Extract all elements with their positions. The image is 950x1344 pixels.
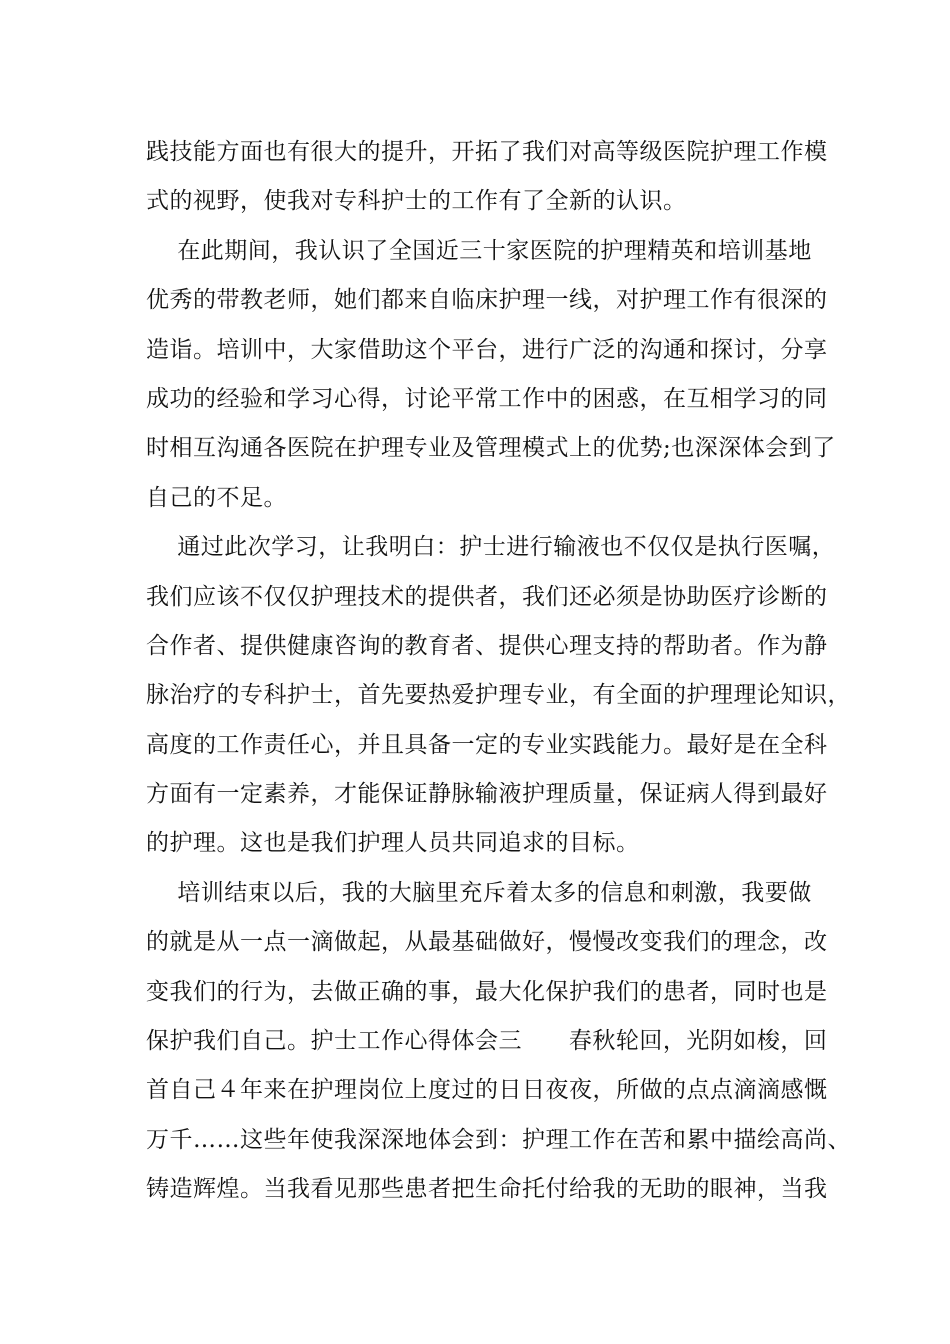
text-line-7: 时相互沟通各医院在护理专业及管理模式上的优势;也深深体会到了 bbox=[146, 435, 836, 462]
text-line-10: 我们应该不仅仅护理技术的提供者，我们还必须是协助医疗诊断的 bbox=[146, 583, 828, 610]
text-line-6: 成功的经验和学习心得，讨论平常工作中的困惑，在互相学习的同 bbox=[146, 385, 828, 412]
text-line-13: 高度的工作责任心，并且具备一定的专业实践能力。最好是在全科 bbox=[146, 731, 828, 758]
text-line-8: 自己的不足。 bbox=[146, 484, 287, 511]
text-line-15: 的护理。这也是我们护理人员共同追求的目标。 bbox=[146, 830, 640, 857]
text-line-4: 优秀的带教老师，她们都来自临床护理一线，对护理工作有很深的 bbox=[146, 287, 828, 314]
text-line-20: 首自己４年来在护理岗位上度过的日日夜夜，所做的点点滴滴感慨 bbox=[146, 1077, 828, 1104]
text-line-17: 的就是从一点一滴做起，从最基础做好，慢慢改变我们的理念，改 bbox=[146, 929, 828, 956]
text-line-14: 方面有一定素养，才能保证静脉输液护理质量，保证病人得到最好 bbox=[146, 781, 828, 808]
text-line-11: 合作者、提供健康咨询的教育者、提供心理支持的帮助者。作为静 bbox=[146, 632, 828, 659]
text-line-12: 脉治疗的专科护士，首先要热爱护理专业，有全面的护理理论知识， bbox=[146, 682, 851, 709]
text-line-3: 在此期间，我认识了全国近三十家医院的护理精英和培训基地 bbox=[146, 237, 812, 264]
text-line-19: 保护我们自己。护士工作心得体会三 春秋轮回，光阴如梭，回 bbox=[146, 1028, 828, 1055]
body-text bbox=[146, 128, 851, 1215]
text-line-5: 造诣。培训中，大家借助这个平台，进行广泛的沟通和探讨，分享 bbox=[146, 336, 828, 363]
text-line-9: 通过此次学习，让我明白：护士进行输液也不仅仅是执行医嘱， bbox=[146, 534, 836, 561]
text-line-22: 铸造辉煌。当我看见那些患者把生命托付给我的无助的眼神，当我 bbox=[146, 1176, 828, 1203]
text-line-16: 培训结束以后，我的大脑里充斥着太多的信息和刺激，我要做 bbox=[146, 879, 812, 906]
text-line-2: 式的视野，使我对专科护士的工作有了全新的认识。 bbox=[146, 188, 687, 215]
text-line-18: 变我们的行为，去做正确的事，最大化保护我们的患者，同时也是 bbox=[146, 978, 828, 1005]
text-line-21: 万千……这些年使我深深地体会到：护理工作在苦和累中描绘高尚、 bbox=[146, 1126, 851, 1153]
text-line-1: 践技能方面也有很大的提升，开拓了我们对高等级医院护理工作模 bbox=[146, 139, 828, 165]
